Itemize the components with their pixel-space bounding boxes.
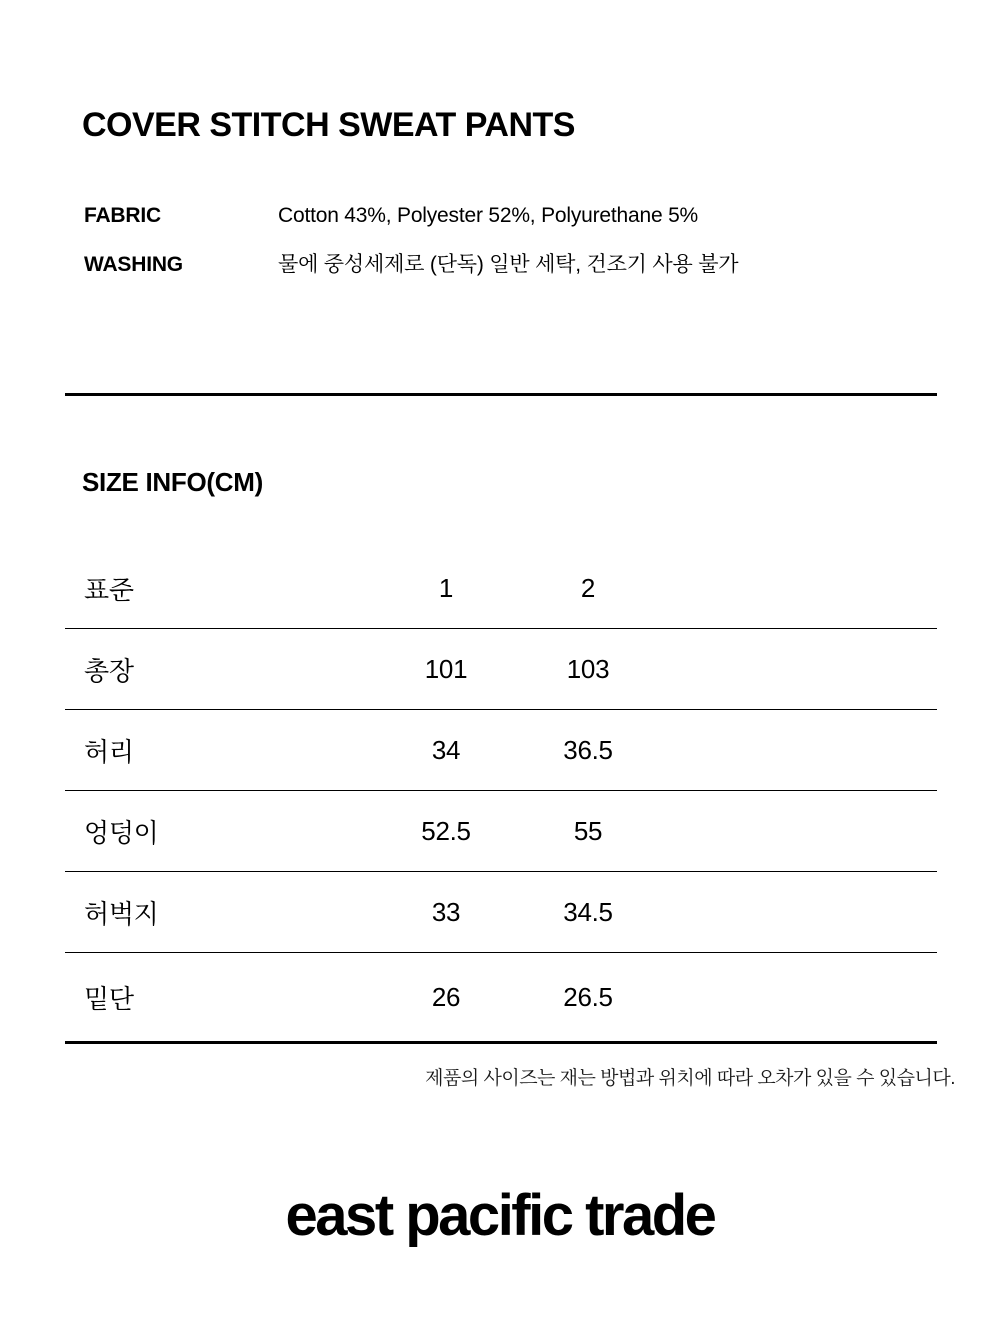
table-row-hem	[65, 953, 937, 1044]
row-label: 표준	[84, 574, 134, 605]
row-size2-value: 2	[580, 572, 596, 603]
row-size1-value: 1	[438, 572, 454, 603]
row-size1-value: 33	[431, 896, 461, 927]
row-size2-value: 26.5	[563, 981, 613, 1012]
size-info-heading: SIZE INFO(CM)	[82, 467, 263, 497]
row-size2-value: 103	[566, 653, 610, 684]
row-label: 허벅지	[84, 898, 159, 929]
table-row-thigh	[65, 872, 937, 953]
row-size2-value: 36.5	[563, 734, 613, 765]
row-size1-value: 101	[424, 653, 468, 684]
section-divider	[65, 393, 937, 396]
fabric-value: Cotton 43%, Polyester 52%, Polyurethane 5%	[278, 204, 699, 227]
washing-label: WASHING	[84, 253, 183, 276]
row-label: 총장	[84, 655, 134, 686]
table-row-hip	[65, 791, 937, 872]
row-size1-value: 34	[431, 734, 461, 765]
size-disclaimer-note: 제품의 사이즈는 재는 방법과 위치에 따라 오차가 있을 수 있습니다.	[425, 1068, 955, 1089]
row-size2-value: 55	[573, 815, 603, 846]
row-size2-value: 34.5	[563, 896, 613, 927]
row-label: 허리	[84, 736, 134, 767]
brand-logo: east pacific trade	[285, 1183, 715, 1248]
table-row-standard	[65, 548, 937, 629]
table-row-waist	[65, 710, 937, 791]
row-size1-value: 26	[431, 981, 461, 1012]
washing-value: 물에 중성세제로 (단독) 일반 세탁, 건조기 사용 불가	[278, 253, 739, 276]
row-label: 엉덩이	[84, 817, 159, 848]
row-size1-value: 52.5	[421, 815, 471, 846]
fabric-label: FABRIC	[84, 204, 161, 227]
row-label: 밑단	[84, 983, 134, 1014]
size-table	[65, 548, 937, 1044]
product-title: COVER STITCH SWEAT PANTS	[82, 106, 575, 144]
table-row-total-length	[65, 629, 937, 710]
